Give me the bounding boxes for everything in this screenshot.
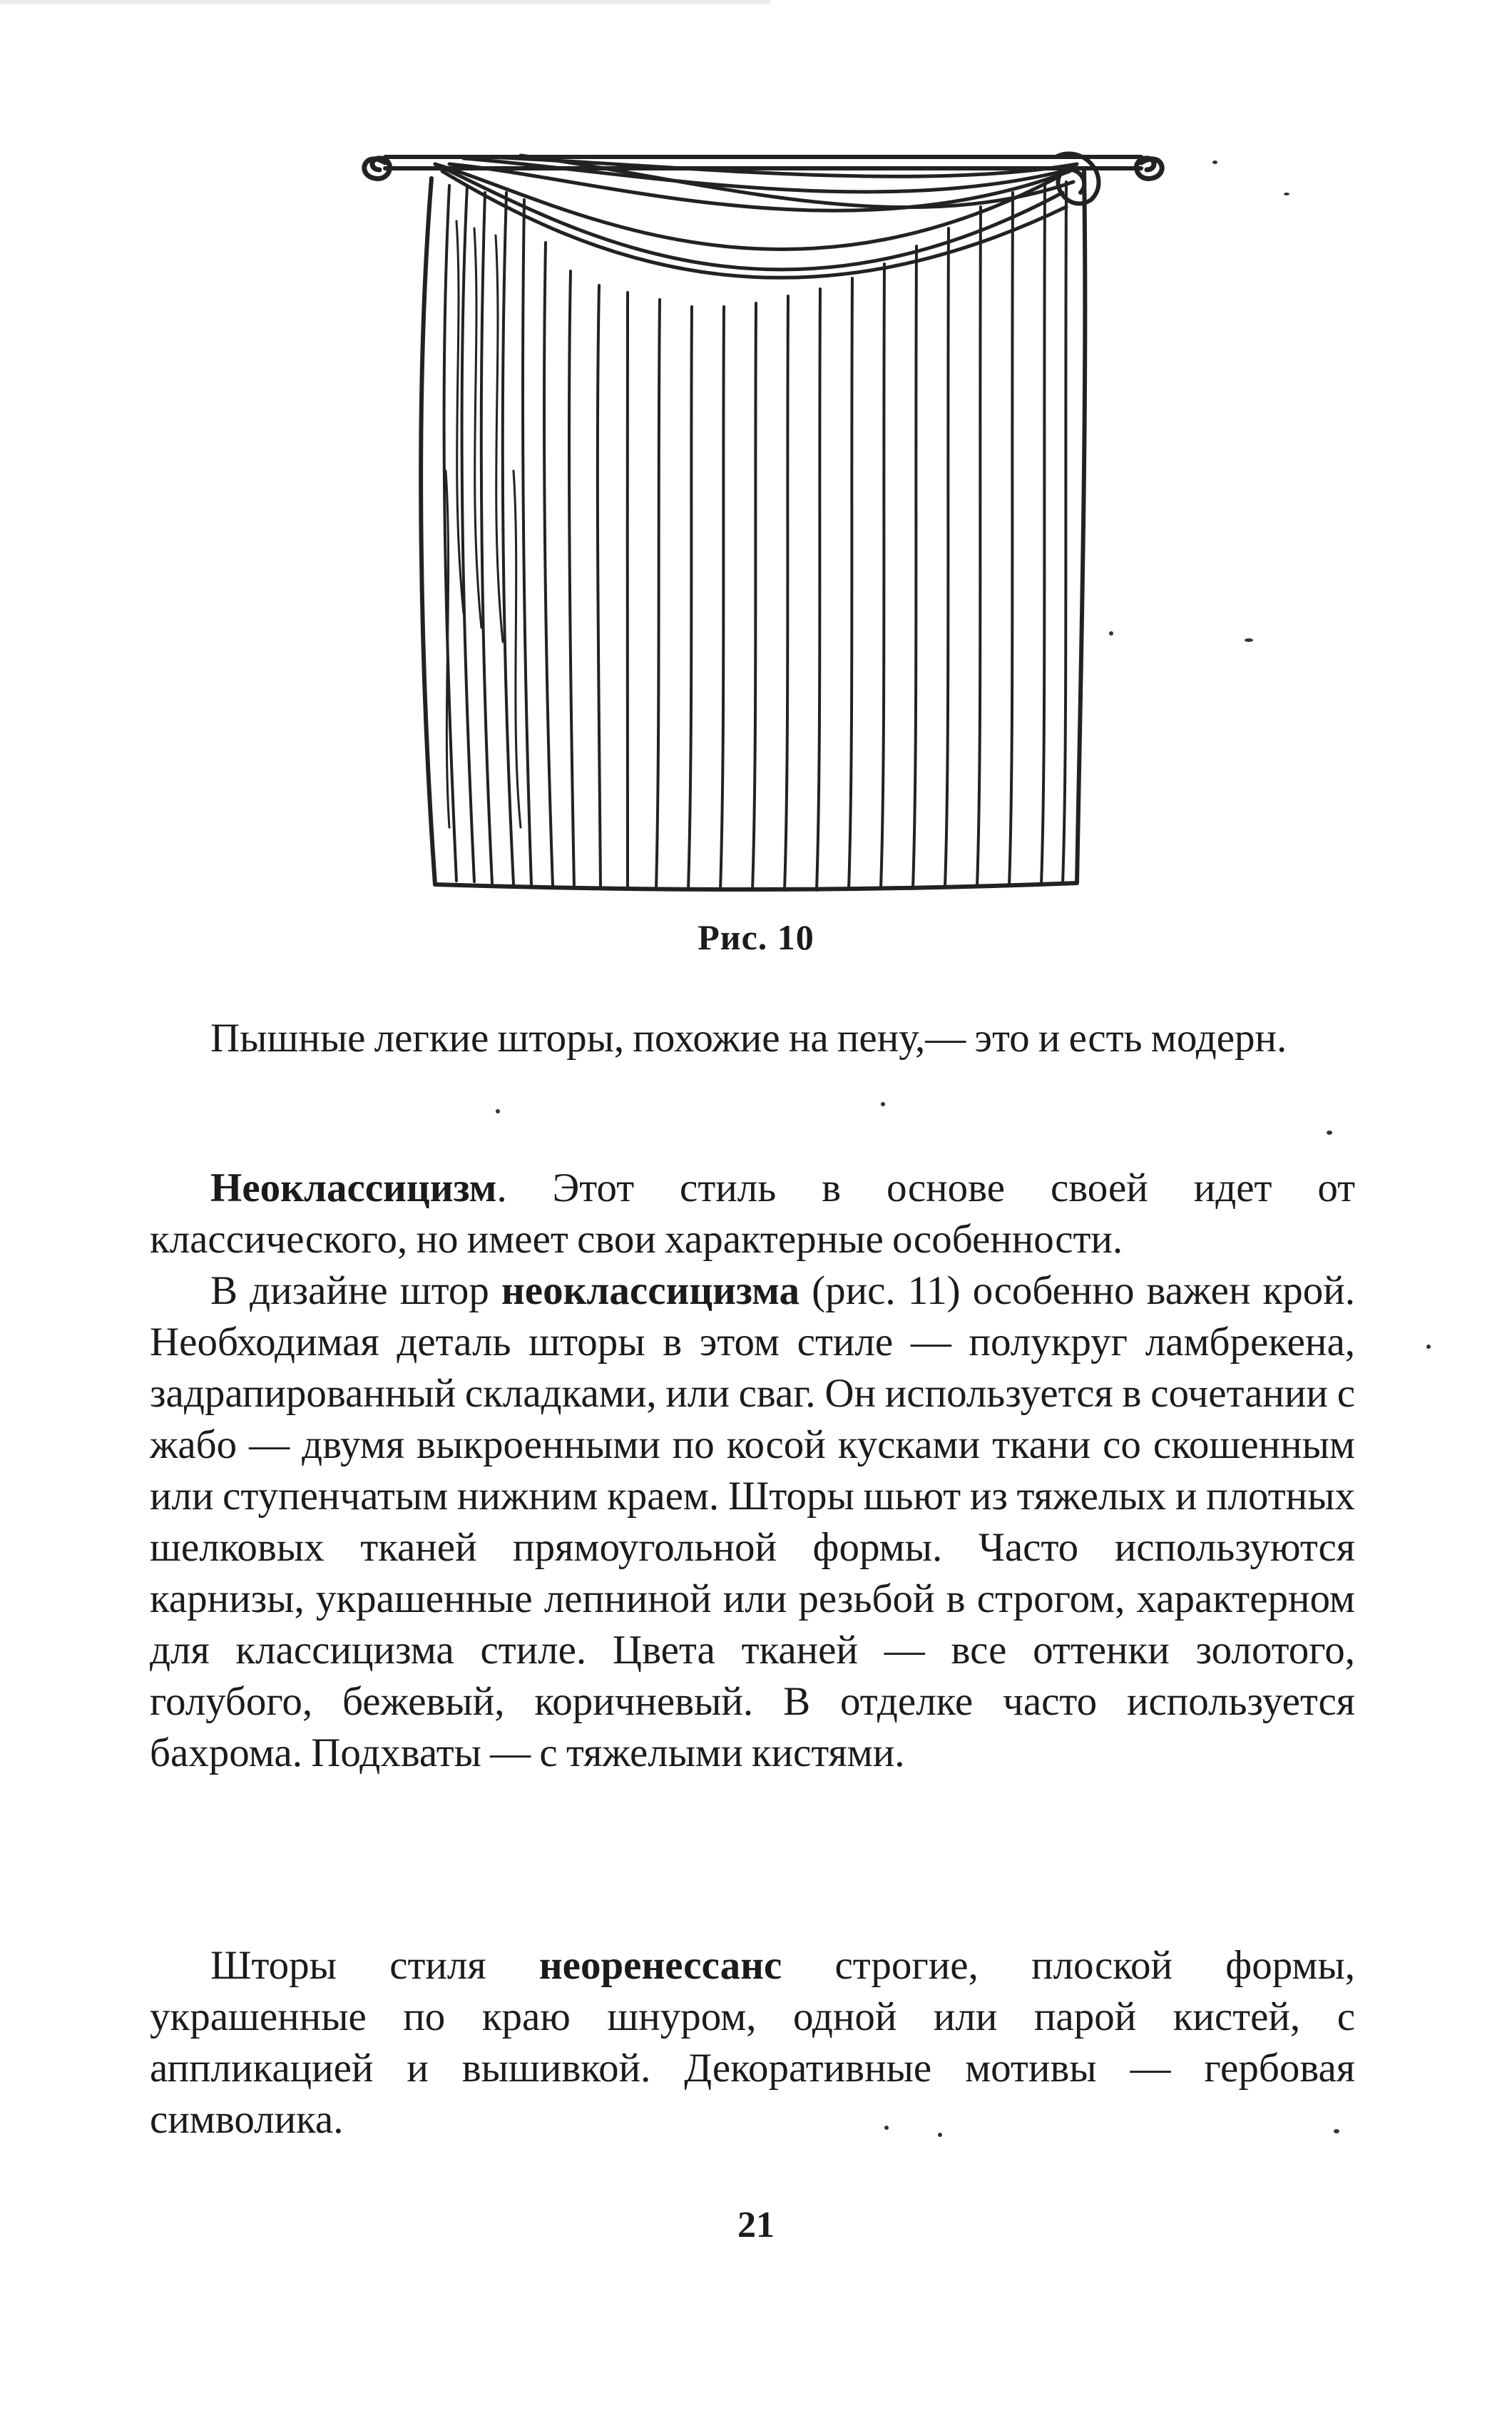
figure-caption: Рис. 10 — [698, 917, 814, 957]
term-neorenaissance: неоренессанс — [538, 1943, 782, 1988]
neorenaissance-rest: строгие, плоской формы, украшенные по краю шнуром, одной или парой кистей, с аппликацией и вышивкой. Декоративные мотивы — гербовая символика. — [150, 1943, 1355, 2142]
scan-edge — [0, 0, 770, 4]
intro-text: . Этот стиль в основе своей идет от классического, но имеет свои характерные особенности. — [150, 1165, 1355, 1262]
paragraph-intro — [150, 1163, 1355, 1265]
scan-speck — [496, 1109, 500, 1113]
paragraph-neorenaissance — [150, 1940, 1355, 2146]
curtain-illustration — [342, 114, 1184, 906]
scan-speck — [881, 1102, 885, 1106]
term-neoclassicism: Неоклассицизм — [210, 1165, 497, 1210]
scan-speck — [1245, 638, 1253, 642]
term-neoclassicism-body: неоклассицизма — [501, 1268, 800, 1313]
body-rest: (рис. 11) особенно важен крой. Необходимая деталь шторы в этом стиле — полукруг ламбрекена, задрапированный складками, или сваг. Он используется в сочетании с жабо — двумя выкроенными по косой кусками ткани со скошенным или ступенчатым нижним краем. Шторы шьют из тяжелых и плотных шелковых тканей прямоугольной формы. Часто используются карнизы, украшенные лепниной или резьбой в строгом, характерном для классицизма стиле. Цвета тканей — все оттенки золотого, голубого, бежевый, коричневый. В отделке часто используется бахрома. Подхваты — с тяжелыми кистями. — [150, 1268, 1355, 1775]
scan-speck — [1334, 2129, 1339, 2133]
paragraph-text: Пышные легкие шторы, похожие на пену,— это и есть модерн. — [210, 1016, 1287, 1061]
paragraph-modern — [150, 1013, 1355, 1064]
scan-speck — [1212, 160, 1217, 164]
scan-speck — [1327, 1131, 1332, 1135]
page-number: 21 — [737, 2205, 775, 2245]
scan-speck — [884, 2126, 889, 2130]
scan-speck — [1426, 1345, 1431, 1349]
scan-speck — [1284, 193, 1289, 195]
neorenaissance-start: Шторы стиля — [210, 1943, 539, 1988]
paragraph-body — [150, 1265, 1355, 1779]
scan-speck — [938, 2133, 942, 2137]
body-start: В дизайне штор — [210, 1268, 501, 1313]
scan-speck — [1109, 631, 1113, 636]
paragraph-text — [150, 1940, 1355, 2146]
paragraph-neoclassicism — [150, 1163, 1355, 1779]
